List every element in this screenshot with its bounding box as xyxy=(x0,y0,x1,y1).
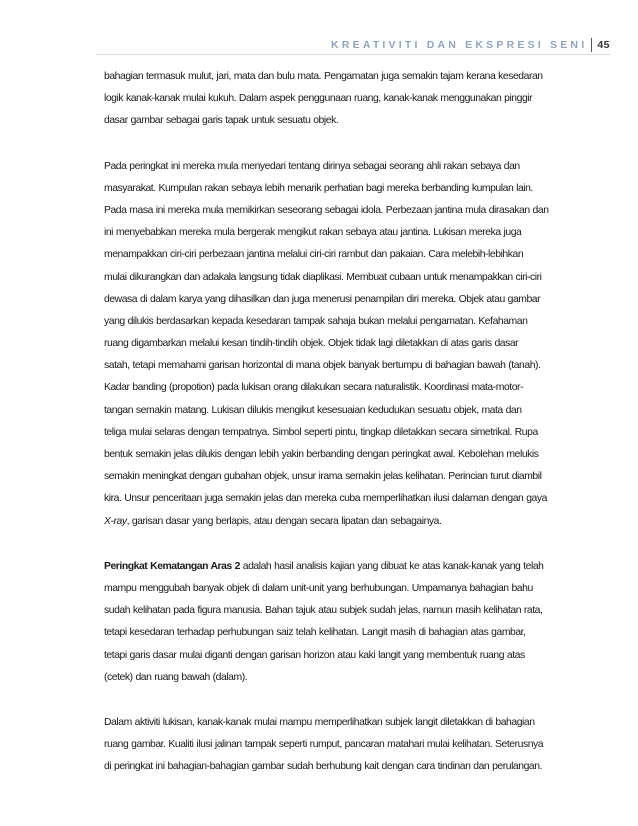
text-line: bentuk semakin jelas dilukis dengan lebih yakin berbanding dengan peringkat awal. Kebolehan melukis xyxy=(104,449,539,460)
header-rule xyxy=(96,54,610,55)
text-line: tetapi garis dasar mulai diganti dengan garisan horizon atau kaki langit yang membentuk ruang atas xyxy=(104,649,525,661)
text-line: bahagian termasuk mulut, jari, mata dan bulu mata. Pengamatan juga semakin tajam kerana kesedaran xyxy=(104,71,543,82)
header-title: KREATIVITI DAN EKSPRESI SENI xyxy=(331,39,588,51)
text-line: mulai dikurangkan dan adakala langsung tidak diaplikasi. Membuat cubaan untuk menampakkan ciri-ciri xyxy=(104,271,542,283)
header-separator xyxy=(591,38,592,52)
paragraph-1 xyxy=(104,70,592,137)
text-line: Pada masa ini mereka mula memikirkan seseorang sebagai idola. Perbezaan jantina mula dirasakan dan xyxy=(104,204,549,216)
text-line: satah, tetapi memahami garisan horizontal di mana objek banyak bertumpu di bahagian bawah (tanah). xyxy=(104,360,541,372)
text-line: ruang digambarkan melalui kesan tindih-tindih objek. Objek tidak lagi diletakkan di atas garis dasar xyxy=(104,338,519,350)
xray-term: X-ray xyxy=(104,515,127,527)
text-line: tangan semakin matang. Lukisan dilukis mengikut kesesuaian kedudukan sesuatu objek, mata dan xyxy=(104,404,522,416)
text-line: kira. Unsur penceritaan juga semakin jelas dan mereka cuba memperlihatkan ilusi dalaman dengan gaya xyxy=(104,493,547,505)
text-line: tetapi kesedaran terhadap perhubungan saiz telah kelihatan. Langit masih di bahagian atas gambar, xyxy=(104,627,526,639)
text-line: semakin meningkat dengan gubahan objek, unsur irama semakin jelas kelihatan. Perincian turut diambil xyxy=(104,471,542,483)
page-number: 45 xyxy=(597,39,610,51)
text-line: Kadar banding (propotion) pada lukisan orang dilakukan secara naturalistik. Koordinasi mata-motor- xyxy=(104,382,524,394)
text-line: yang dilukis berdasarkan kepada kesedaran tampak sahaja bukan melalui pengamatan. Kefahaman xyxy=(104,315,528,327)
text-line: Pada peringkat ini mereka mula menyedari tentang dirinya sebagai seorang ahli rakan sebaya dan xyxy=(104,160,520,172)
text-line: di peringkat ini bahagian-bahagian gambar sudah berhubung kait dengan cara tindinan dan perulangan. xyxy=(104,761,543,773)
text-line: masyarakat. Kumpulan rakan sebaya lebih menarik perhatian bagi mereka berbanding kumpulan lain. xyxy=(104,182,533,194)
running-header xyxy=(331,38,610,52)
text-line: (cetek) dan ruang bawah (dalam). xyxy=(104,671,248,683)
text-line: ruang gambar. Kualiti ilusi jalinan tampak seperti rumput, pancaran matahari mulai kelihatan. Seterusnya xyxy=(104,739,544,751)
text-line: dewasa di dalam karya yang dihasilkan dan juga menerusi penampilan diri mereka. Objek atau gambar xyxy=(104,293,541,305)
text-line-rest: , garisan dasar yang berlapis, atau dengan secara lipatan dan sebagainya. xyxy=(126,515,442,527)
text-line xyxy=(104,515,592,537)
text-line: teliga mulai selaras dengan tempatnya. Simbol seperti pintu, tingkap diletakkan secara simetrikal. Rupa xyxy=(104,426,538,438)
paragraph-4 xyxy=(104,716,592,783)
text-line: mampu menggubah banyak objek di dalam unit-unit yang berhubungan. Umpamanya bahagian bahu xyxy=(104,582,533,594)
text-line: ini menyebabkan mereka mula bergerak mengikut rakan sebaya atau jantina. Lukisan mereka juga xyxy=(104,227,522,239)
text-line: sudah kelihatan pada figura manusia. Bahan tajuk atau subjek sudah jelas, namun masih kelihatan rata, xyxy=(104,605,543,617)
text-line: Dalam aktiviti lukisan, kanak-kanak mulai mampu memperlihatkan subjek langit diletakkan di bahagian xyxy=(104,716,535,728)
text-line: logik kanak-kanak mulai kukuh. Dalam aspek penggunaan ruang, kanak-kanak menggunakan pinggir xyxy=(104,93,533,105)
paragraph-2 xyxy=(104,160,592,537)
text-line: menampakkan ciri-ciri perbezaan jantina melalui ciri-ciri rambut dan pakaian. Cara melebih-lebihkan xyxy=(104,249,524,261)
text-line-rest: adalah hasil analisis kajian yang dibuat ke atas kanak-kanak yang telah xyxy=(239,560,544,572)
body-text xyxy=(104,70,592,805)
text-line: dasar gambar sebagai garis tapak untuk sesuatu objek. xyxy=(104,115,339,127)
paragraph-3 xyxy=(104,560,592,693)
section-term: Peringkat Kematangan Aras 2 xyxy=(104,560,240,572)
text-line xyxy=(104,560,592,582)
